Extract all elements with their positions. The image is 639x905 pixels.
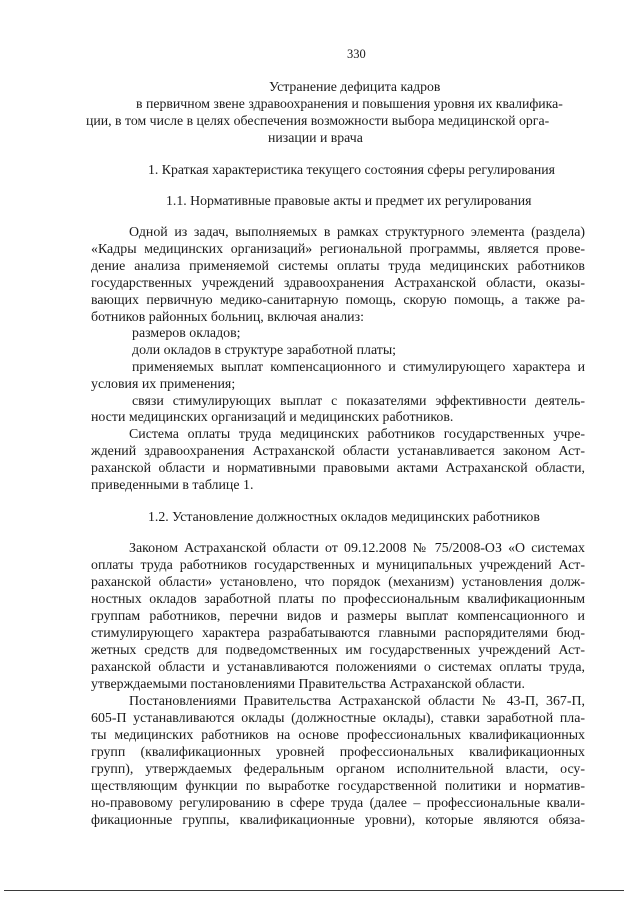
paragraph-line: условия их применения; <box>91 377 236 392</box>
document-title-line-2: в первичном звене здравоохранения и повышения уровня их квалифика- <box>136 96 563 111</box>
paragraph-line: 605-П устанавливаются оклады (должностные оклады), ставки заработной пла- <box>91 711 585 726</box>
paragraph-line: групп), утверждаемых федеральным органом исполнительной власти, осу- <box>91 762 585 777</box>
document-title-line-1: Устранение дефицита кадров <box>269 79 441 94</box>
section-1-2-heading: 1.2. Установление должностных окладов медицинских работников <box>148 509 540 524</box>
paragraph-line: ществляющим функции по выработке государственной политики и норматив- <box>91 779 585 794</box>
document-title-line-3: ции, в том числе в целях обеспечения возможности выбора медицинской орга- <box>86 113 550 128</box>
list-item: применяемых выплат компенсационного и стимулирующего характера и <box>132 360 585 375</box>
paragraph-line: раханской области» установлено, что порядок (механизм) установления долж- <box>91 575 585 590</box>
list-item: доли окладов в структуре заработной платы; <box>132 343 397 358</box>
paragraph-line: Законом Астраханской области от 09.12.2008 № 75/2008-ОЗ «О системах <box>129 541 585 556</box>
paragraph-line: приведенными в таблице 1. <box>91 478 254 493</box>
paragraph-line: стимулирующего характера разрабатываются главными распорядителями бюд- <box>91 626 585 641</box>
paragraph-line: ботников районных больниц, включая анализ: <box>91 310 364 325</box>
paragraph-line: фикационные группы, квалификационные уровни), которые являются обяза- <box>91 813 585 828</box>
paragraph-line: ты медицинских работников на основе профессиональных квалификационных <box>91 728 585 743</box>
paragraph-line: дение анализа применяемой системы оплаты труда медицинских работников <box>91 259 585 274</box>
paragraph-line: группам работников, перечни видов и размеры выплат компенсационного и <box>91 609 585 624</box>
paragraph-line: оплаты труда работников государственных и муниципальных учреждений Аст- <box>91 558 585 573</box>
section-1-heading: 1. Краткая характеристика текущего состояния сферы регулирования <box>148 162 555 177</box>
bottom-rule <box>4 890 624 891</box>
paragraph-line: ностных окладов заработной платы по профессиональным квалификационным <box>91 592 585 607</box>
paragraph-line: Постановлениями Правительства Астраханской области № 43-П, 367-П, <box>129 694 585 709</box>
document-title-line-4: низации и врача <box>268 130 363 145</box>
paragraph-line: групп (квалификационных уровней профессиональных квалификационных <box>91 745 585 760</box>
paragraph-line: Система оплаты труда медицинских работников государственных учре- <box>129 427 585 442</box>
paragraph-line: ждений здравоохранения Астраханской области устанавливается законом Аст- <box>91 444 585 459</box>
paragraph-line: раханской области и нормативными правовыми актами Астраханской области, <box>91 461 585 476</box>
list-item: размеров окладов; <box>132 326 241 341</box>
paragraph-line: государственных учреждений здравоохранения Астраханской области, оказы- <box>91 276 585 291</box>
paragraph-line: ности медицинских организаций и медицинских работников. <box>91 410 454 425</box>
paragraph-line: Одной из задач, выполняемых в рамках структурного элемента (раздела) <box>129 225 585 240</box>
paragraph-line: «Кадры медицинских организаций» региональной программы, является прове- <box>91 242 585 257</box>
list-item: связи стимулирующих выплат с показателями эффективности деятель- <box>132 394 585 409</box>
paragraph-line: утверждаемыми постановлениями Правительства Астраханской области. <box>91 677 525 692</box>
section-1-1-heading: 1.1. Нормативные правовые акты и предмет их регулирования <box>166 193 532 208</box>
paragraph-line: жетных средств для подведомственных им государственных учреждений Аст- <box>91 643 585 658</box>
paragraph-line: вающих первичную медико-санитарную помощь, скорую помощь, а также ра- <box>91 293 585 308</box>
page-number: 330 <box>347 47 366 61</box>
paragraph-line: но-правовому регулированию в сфере труда (далее – профессиональные квали- <box>91 796 585 811</box>
paragraph-line: раханской области и устанавливаются положениями о системах оплаты труда, <box>91 660 585 675</box>
